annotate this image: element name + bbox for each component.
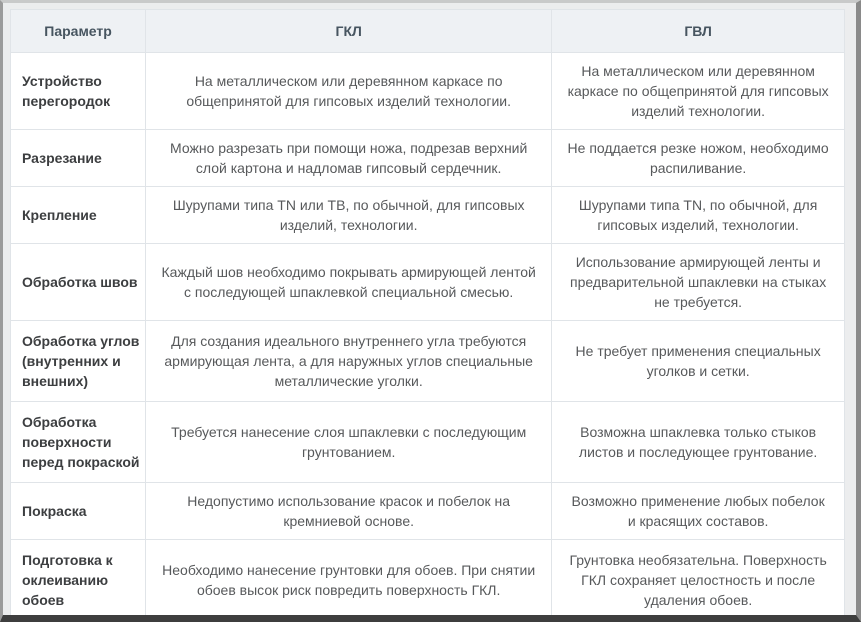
gvl-value-cell: Возможна шпаклевка только стыков листов и последующее грунтование.	[552, 402, 845, 483]
table-body	[11, 53, 845, 621]
gkl-value-cell: Можно разрезать при помощи ножа, подрезав верхний слой картона и надломав гипсовый сердечник.	[146, 130, 552, 187]
table-row	[11, 321, 845, 402]
column-header-gvl: ГВЛ	[552, 10, 845, 53]
gvl-value-cell: Использование армирующей ленты и предварительной шпаклевки на стыках не требуется.	[552, 244, 845, 321]
table-row	[11, 244, 845, 321]
gvl-value-cell: Не поддается резке ножом, необходимо распиливание.	[552, 130, 845, 187]
parameter-cell: Подготовка к оклеиванию обоев	[11, 540, 146, 621]
parameter-cell: Обработка швов	[11, 244, 146, 321]
gvl-value-cell: Шурупами типа TN, по обычной, для гипсовых изделий, технологии.	[552, 187, 845, 244]
column-header-gkl: ГКЛ	[146, 10, 552, 53]
table-row	[11, 53, 845, 130]
gkl-gvl-comparison-table	[10, 9, 845, 621]
gvl-value-cell: На металлическом или деревянном каркасе по общепринятой для гипсовых изделий технологии.	[552, 53, 845, 130]
gkl-value-cell: Требуется нанесение слоя шпаклевки с последующим грунтованием.	[146, 402, 552, 483]
parameter-cell: Обработка поверхности перед покраской	[11, 402, 146, 483]
parameter-cell: Обработка углов (внутренних и внешних)	[11, 321, 146, 402]
gkl-value-cell: Необходимо нанесение грунтовки для обоев. При снятии обоев высок риск повредить поверхность ГКЛ.	[146, 540, 552, 621]
gkl-value-cell: Шурупами типа TN или ТВ, по обычной, для гипсовых изделий, технологии.	[146, 187, 552, 244]
gkl-value-cell: Для создания идеального внутреннего угла требуются армирующая лента, а для наружных углов специальные металлические уголки.	[146, 321, 552, 402]
parameter-cell: Разрезание	[11, 130, 146, 187]
parameter-cell: Крепление	[11, 187, 146, 244]
table-row	[11, 540, 845, 621]
gkl-value-cell: На металлическом или деревянном каркасе по общепринятой для гипсовых изделий технологии.	[146, 53, 552, 130]
gvl-value-cell: Грунтовка необязательна. Поверхность ГКЛ сохраняет целостность и после удаления обоев.	[552, 540, 845, 621]
header-row	[11, 10, 845, 53]
table-row	[11, 402, 845, 483]
gkl-value-cell: Недопустимо использование красок и побелок на кремниевой основе.	[146, 483, 552, 540]
gvl-value-cell: Возможно применение любых побелок и красящих составов.	[552, 483, 845, 540]
gkl-value-cell: Каждый шов необходимо покрывать армирующей лентой с последующей шпаклевкой специальной смесью.	[146, 244, 552, 321]
gvl-value-cell: Не требует применения специальных уголков и сетки.	[552, 321, 845, 402]
table-row	[11, 130, 845, 187]
parameter-cell: Устройство перегородок	[11, 53, 146, 130]
table-row	[11, 483, 845, 540]
column-header-parameter: Параметр	[11, 10, 146, 53]
table-row	[11, 187, 845, 244]
parameter-cell: Покраска	[11, 483, 146, 540]
